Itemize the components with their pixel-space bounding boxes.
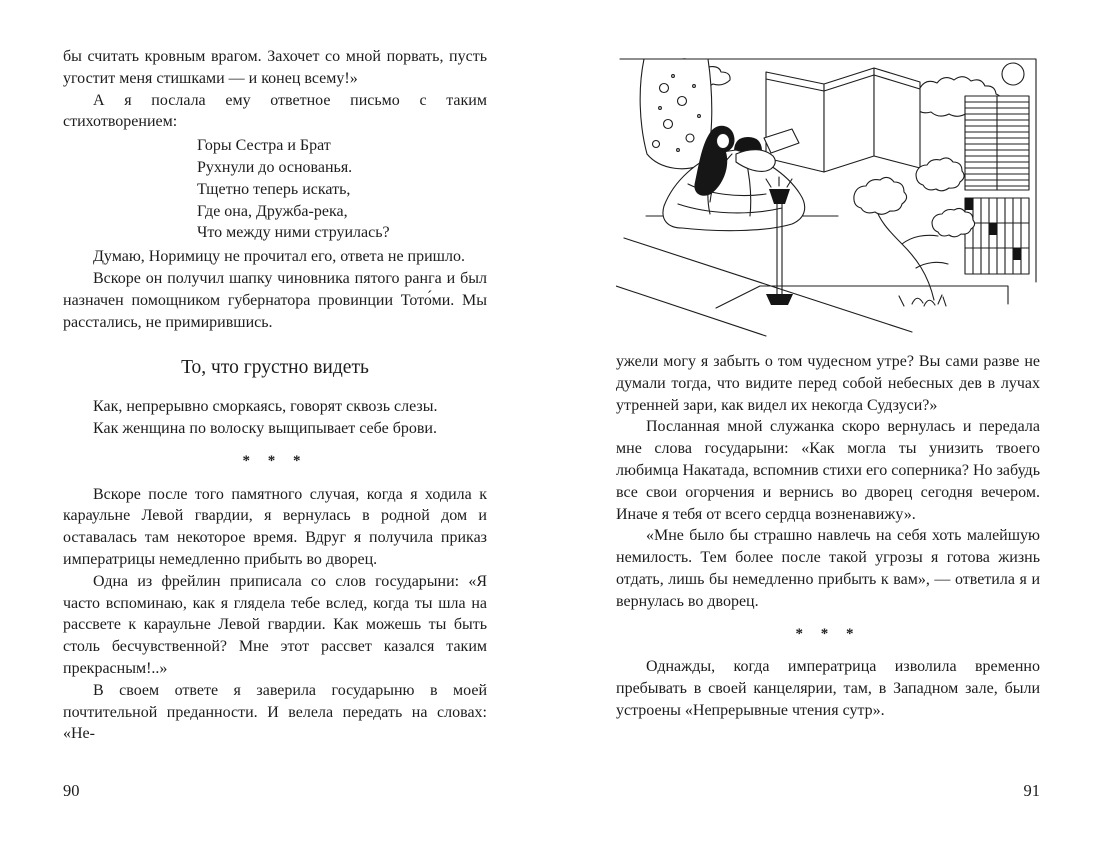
section-separator: * * * xyxy=(242,452,308,469)
section-heading: То, что грустно видеть xyxy=(181,357,369,379)
paragraph: Вскоре он получил шапку чиновника пятого ранга и был назначен помощником губернатора провинции Тото́ми. Мы расстались, не примирившись. xyxy=(63,269,487,331)
paragraph: Вскоре после того памятного случая, когда я ходила к караульне Левой гвардии, я вернулась в родной дом и оставалась там некоторое время. Вдруг я получила приказ императрицы немедленно прибыть во дворец. xyxy=(63,485,487,568)
folding-screen xyxy=(766,68,920,172)
paragraph: «Мне было бы страшно навлечь на себя хоть малейшую немилость. Тем более после такой угрозы я готова жизнь отдать, лишь бы немедленно прибыть к вам», — ответила я и вернулась во дворец. xyxy=(616,527,1040,610)
paragraph: А я послала ему ответное письмо с таким стихотворением: xyxy=(63,91,487,131)
poem-block xyxy=(197,135,487,244)
paragraph: Одна из фрейлин приписала со слов государыни: «Я часто вспоминаю, как я глядела тебе вслед, когда ты шла на рассвете к караульне Левой гвардии. Как можешь ты быть столь бесчувственной? Мне этот рассвет казался таким прекрасным!..» xyxy=(63,572,487,677)
flower-curtain xyxy=(640,59,712,169)
page-number-right: 91 xyxy=(616,781,1040,801)
section-separator: * * * xyxy=(795,625,861,642)
lattice-screen xyxy=(965,96,1029,274)
book-illustration xyxy=(616,46,1040,338)
page-left xyxy=(63,46,487,745)
page-number-left: 90 xyxy=(63,781,84,801)
paragraph: Посланная мной служанка скоро вернулась и передала мне слова государыни: «Как могла ты унизить твоего любимца Накатада, вспомнив стихи его соперника? Но забудь все свои огорчения и вернись во дворец сегодня вечером. Иначе я тебя от всего сердца возненавижу». xyxy=(616,418,1040,523)
poem-line: Тщетно теперь искать, xyxy=(197,180,351,198)
poem-line: Где она, Дружба-река, xyxy=(197,202,348,220)
paragraph: Однажды, когда императрица изволила временно пребывать в своей канцелярии, там, в Западном зале, были устроены «Непрерывные чтения сутр». xyxy=(616,658,1040,719)
illustration-svg xyxy=(616,46,1040,338)
paragraph: бы считать кровным врагом. Захочет со мной порвать, пусть угостит меня стишками — и конец всему!» xyxy=(63,48,487,87)
paragraph: В своем ответе я заверила государыню в моей почтительной преданности. И велела передать на словах: «Не- xyxy=(63,681,487,743)
paragraph: ужели могу я забыть о том чудесном утре? Вы сами разве не думали тогда, что видите перед собой небесных дев в лучах утренней зари, как видел их некогда Судзуси?» xyxy=(616,353,1040,414)
page-right xyxy=(616,46,1040,722)
poem-line: Рухнули до основанья. xyxy=(197,158,353,176)
pine-tree xyxy=(854,158,975,306)
paragraph: Думаю, Норимицу не прочитал его, ответа не пришло. xyxy=(93,248,465,266)
moon-icon xyxy=(1002,63,1024,85)
list-item: Как, непрерывно сморкаясь, говорят сквозь слезы. xyxy=(93,398,438,416)
poem-line: Что между ними струилась? xyxy=(197,224,390,242)
poem-line: Горы Сестра и Брат xyxy=(197,137,331,155)
list-item: Как женщина по волоску выщипывает себе брови. xyxy=(93,419,437,437)
